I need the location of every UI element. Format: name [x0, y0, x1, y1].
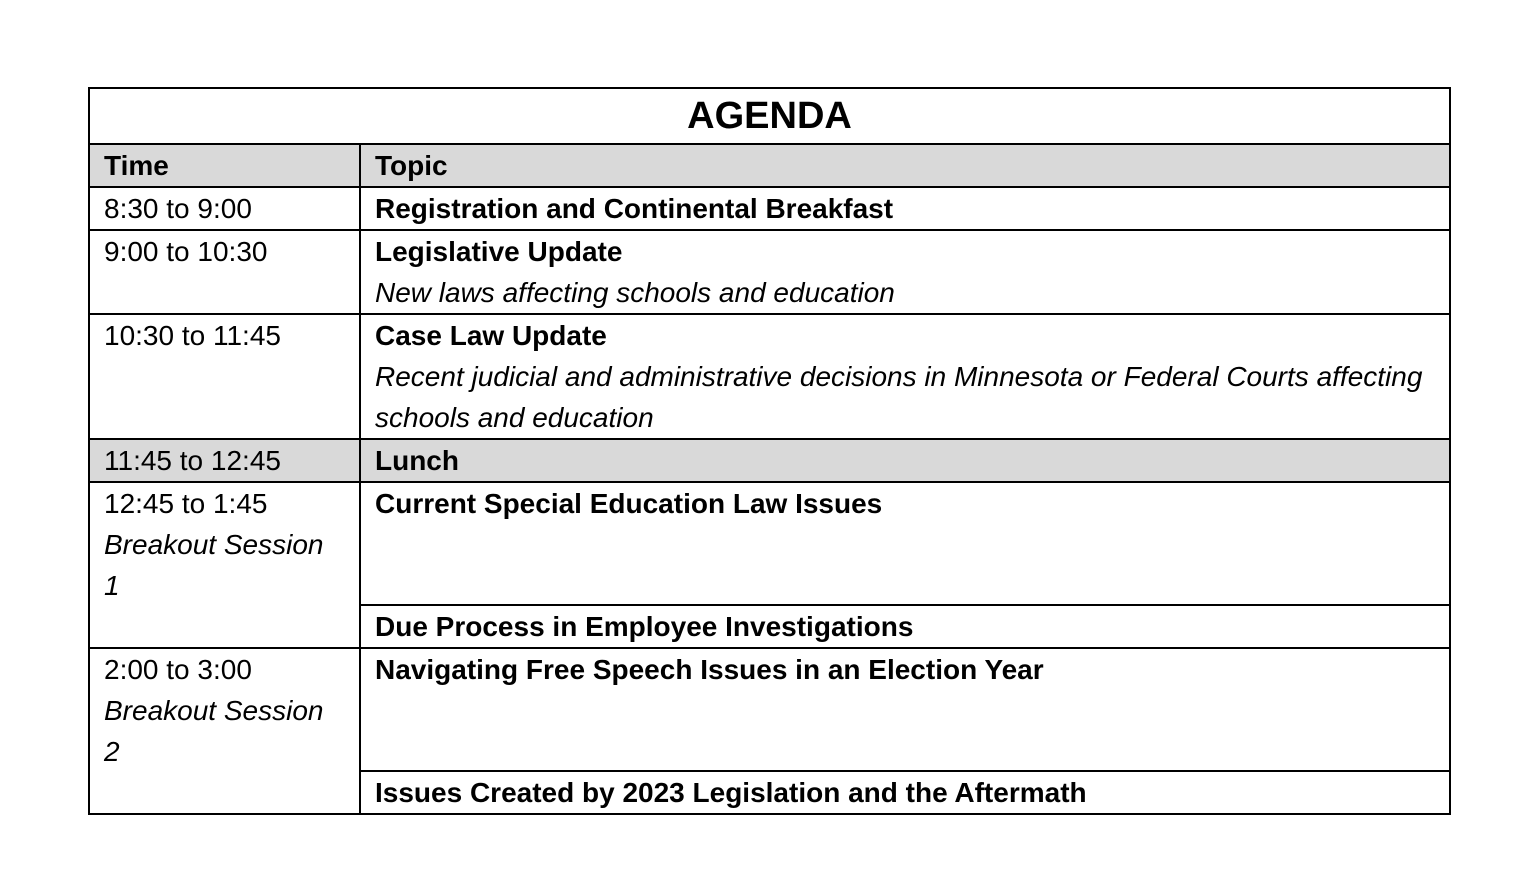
topic-description: Recent judicial and administrative decisions in Minnesota or Federal Courts affecting schools and education: [375, 361, 1423, 433]
topic-title: Lunch: [375, 445, 459, 476]
topic-title: Legislative Update: [375, 236, 623, 267]
topic-title: Registration and Continental Breakfast: [375, 193, 894, 224]
session-label: Breakout Session 1: [104, 529, 324, 601]
topic-title: Issues Created by 2023 Legislation and the Aftermath: [375, 777, 1087, 808]
table-row: [89, 314, 1450, 439]
topic-cell: [360, 439, 1450, 482]
time-cell: [89, 230, 360, 314]
table-row-breakout-1: [89, 482, 1450, 605]
topic-cell: [360, 230, 1450, 314]
table-row: [89, 230, 1450, 314]
time-text: 12:45 to 1:45: [104, 488, 268, 519]
time-text: 10:30 to 11:45: [104, 320, 281, 351]
topic-cell: [360, 187, 1450, 230]
topic-description: New laws affecting schools and education: [375, 277, 895, 308]
topic-cell: [360, 482, 1450, 605]
time-cell: [89, 187, 360, 230]
session-label: Breakout Session 2: [104, 695, 324, 767]
topic-title: Case Law Update: [375, 320, 607, 351]
time-cell: [89, 482, 360, 648]
topic-cell: [360, 648, 1450, 771]
topic-column-header: Topic: [360, 144, 1450, 187]
topic-cell: [360, 605, 1450, 648]
table-row-lunch: [89, 439, 1450, 482]
time-cell: [89, 648, 360, 814]
table-row-breakout-2: [89, 648, 1450, 771]
time-text: 9:00 to 10:30: [104, 236, 268, 267]
title-row: [89, 88, 1450, 144]
time-text: 2:00 to 3:00: [104, 654, 252, 685]
table-row: [89, 187, 1450, 230]
time-text: 8:30 to 9:00: [104, 193, 252, 224]
topic-cell: [360, 314, 1450, 439]
header-row: [89, 144, 1450, 187]
topic-title: Due Process in Employee Investigations: [375, 611, 914, 642]
topic-title: Navigating Free Speech Issues in an Election Year: [375, 654, 1044, 685]
agenda-title: AGENDA: [89, 88, 1450, 144]
time-text: 11:45 to 12:45: [104, 445, 281, 476]
time-cell: [89, 314, 360, 439]
topic-cell: [360, 771, 1450, 814]
time-column-header: Time: [89, 144, 360, 187]
time-cell: [89, 439, 360, 482]
topic-title: Current Special Education Law Issues: [375, 488, 883, 519]
agenda-table: [88, 87, 1451, 815]
